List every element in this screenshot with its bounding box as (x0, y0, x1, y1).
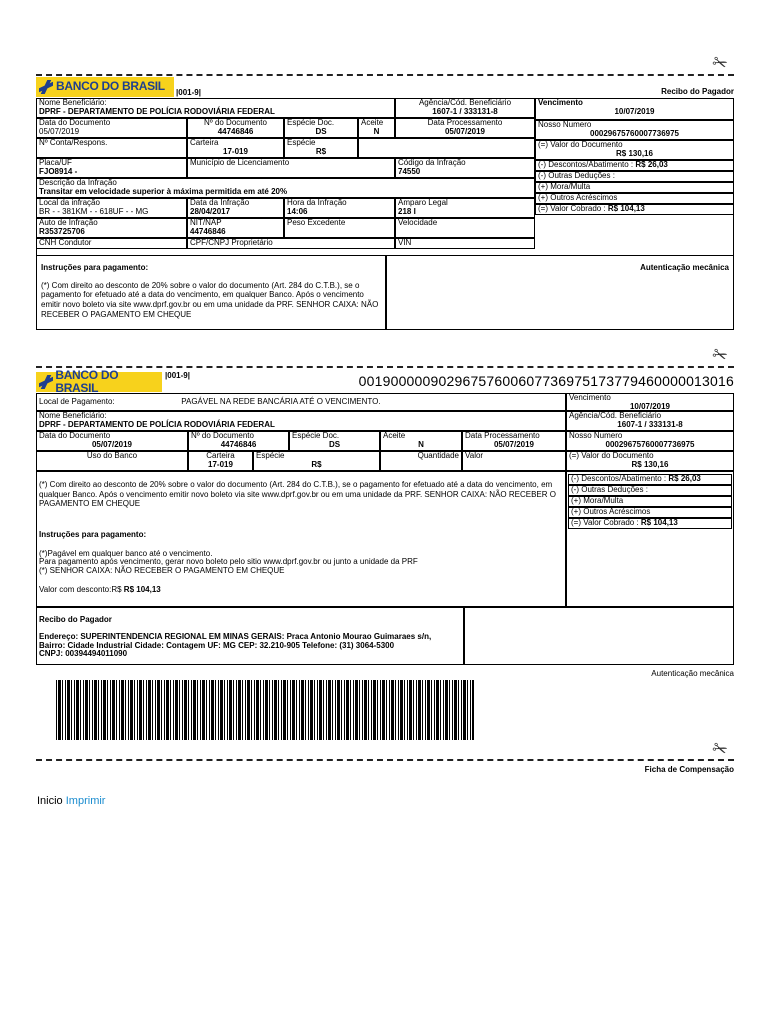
bank-logo-icon (39, 375, 52, 389)
slip-instructions-box: (*) Com direito ao desconto de 20% sobre o valor do documento (Art. 284 do C.T.B.), se o pagamento for efetuado até a data do vencimento, em qualquer Banco. Após o vencimento emitir novo boleto via site www.dprf.gov.br ou em uma unidade da PRF. SENHOR CAIXA: NÃO RECEBER O PAGAMENTO EM CHEQUE Instruções para pagamento: (*)Pagável em qualquer banco até o vencimento. Para pagamento após vencimento, gerar novo boleto pelo sitio www.dprf.gov.br ou junto a unidade da PRF (*) SENHOR CAIXA: NÃO RECEBER O PAGAMENTO EM CHEQUE Valor com desconto:R$ R$ 104,13 (36, 471, 566, 607)
slip-doc-date-cell: Data do Documento 05/07/2019 (36, 431, 188, 451)
bank-code: |001-9| (176, 88, 201, 97)
cut-line (36, 366, 734, 368)
slip-discount-cell: (-) Descontos/Abatimento : R$ 26,03 (568, 474, 732, 485)
cnh-cell: CNH Condutor (36, 238, 187, 249)
slip-processing-date-cell: Data Processamento 05/07/2019 (462, 431, 566, 451)
imprimir-link[interactable]: Imprimir (65, 795, 106, 807)
nit-cell: NIT/NAP 44746846 (187, 218, 284, 238)
slip-our-number-cell: Nosso Numero 00029675760007736975 (566, 431, 734, 451)
slip-beneficiary-cell: Nome Beneficiário: DPRF - DEPARTAMENTO DE POLÍCIA RODOVIÁRIA FEDERAL (36, 411, 566, 431)
doc-species-cell: Espécie Doc. DS (284, 118, 358, 138)
slip-charged-value-cell: (=) Valor Cobrado : R$ 104,13 (568, 518, 732, 529)
bank-logo-icon (39, 80, 53, 94)
bank-logo (36, 77, 174, 97)
infraction-date-cell: Data da Infração 28/04/2017 (187, 198, 284, 218)
quantity-cell: Quantidade (380, 451, 462, 471)
processing-date-cell: Data Processamento 05/07/2019 (395, 118, 535, 138)
cpf-cell: CPF/CNPJ Proprietário (187, 238, 395, 249)
doc-number-cell: Nº do Documento 44746846 (187, 118, 284, 138)
legal-basis-cell: Amparo Legal 218 I (395, 198, 535, 218)
municipality-cell: Município de Licenciamento (187, 158, 395, 178)
species-cell: Espécie R$ (284, 138, 358, 158)
slip-doc-number-cell: Nº do Documento 44746846 (188, 431, 289, 451)
slip-authentication: Autenticação mecânica (651, 669, 734, 678)
cut-line (36, 759, 734, 761)
slip-due-date-cell: Vencimento 10/07/2019 (566, 393, 734, 411)
payer-right-box (464, 607, 734, 665)
cut-line (36, 74, 734, 76)
vin-cell: VIN (395, 238, 535, 249)
authentication-box: Autenticação mecânica (386, 255, 734, 330)
other-additions-cell: (+) Outros Acréscimos (535, 193, 734, 204)
charged-value-cell: (=) Valor Cobrado : R$ 104,13 (535, 204, 734, 215)
footer-links (37, 795, 105, 807)
infraction-time-cell: Hora da Infração 14:06 (284, 198, 395, 218)
slip-doc-species-cell: Espécie Doc. DS (289, 431, 380, 451)
plate-cell: Placa/UF FJO8914 - (36, 158, 187, 178)
scissors-icon: ✂ (709, 51, 731, 76)
value-cell: Valor (462, 451, 566, 471)
slip-agency-cell: Agência/Cód. Beneficiário 1607-1 / 333131-8 (566, 411, 734, 431)
fine-cell: (+) Mora/Multa (535, 182, 734, 193)
agency-cell: Agência/Cód. Beneficiário 1607-1 / 333131-8 (395, 98, 535, 118)
digitable-line: 00190000090296757600607736975173779460000013016 (358, 373, 734, 389)
other-deductions-cell: (-) Outras Deduções : (535, 171, 734, 182)
slip-fine-cell: (+) Mora/Multa (568, 496, 732, 507)
auto-cell: Auto de Infração R353725706 (36, 218, 187, 238)
payment-place-cell: Local de Pagamento: PAGÁVEL NA REDE BANCÁRIA ATÉ O VENCIMENTO. (36, 393, 566, 411)
slip-species-cell: Espécie R$ (253, 451, 380, 471)
infraction-place-cell: Local da infração BR - - 381KM - - 618UF - - MG (36, 198, 187, 218)
slip-accept-cell: Aceite N (380, 431, 462, 451)
bank-code: |001-9| (165, 371, 190, 380)
instructions-box: Instruções para pagamento: (*) Com direito ao desconto de 20% sobre o valor do documento (Art. 284 do C.T.B.), se o pagamento for efetuado até a data do vencimento, em qualquer Banco. Após o vencimento emitir novo boleto via site www.dprf.gov.br ou em uma unidade da PRF. SENHOR CAIXA: NÃO RECEBER O PAGAMENTO EM CHEQUE (36, 255, 386, 330)
doc-date-cell: Data do Documento 05/07/2019 (36, 118, 187, 138)
inicio-link[interactable]: Inicio (37, 795, 63, 807)
bank-logo (36, 367, 162, 395)
beneficiary-cell: Nome Beneficiário: DPRF - DEPARTAMENTO DE POLÍCIA RODOVIÁRIA FEDERAL (36, 98, 395, 118)
bank-name: BANCO DO BRASIL (55, 367, 119, 395)
compensation-slip-label: Ficha de Compensação (644, 765, 734, 774)
speed-cell: Velocidade (395, 218, 535, 238)
slip-doc-value-cell: (=) Valor do Documento R$ 130,16 (566, 451, 734, 471)
receipt-title: Recibo do Pagador (661, 87, 734, 96)
scissors-icon: ✂ (709, 737, 731, 762)
bank-use-cell: Uso do Banco (36, 451, 188, 471)
description-cell: Descrição da Infração Transitar em velocidade superior à máxima permitida em até 20% (36, 178, 535, 198)
account-cell: Nº Conta/Respons. (36, 138, 187, 158)
due-date-cell: Vencimento 10/07/2019 (535, 98, 734, 120)
discount-cell: (-) Descontos/Abatimento : R$ 26,03 (535, 160, 734, 171)
slip-wallet-cell: Carteira 17-019 (188, 451, 253, 471)
accept-cell: Aceite N (358, 118, 395, 138)
doc-value-cell: (=) Valor do Documento R$ 130,16 (535, 140, 734, 160)
blank-cell (358, 138, 535, 158)
weight-cell: Peso Excedente (284, 218, 395, 238)
scissors-icon: ✂ (709, 343, 731, 368)
payer-box: Recibo do Pagador Endereço: SUPERINTENDENCIA REGIONAL EM MINAS GERAIS: Praca Antonio Mourao Guimaraes s/n, Bairro: Cidade Industrial Cidade: Contagem UF: MG CEP: 32.210-905 Telefone: (31) 3064-5300 CNPJ: 00394494011090 (36, 607, 464, 665)
our-number-cell: Nosso Numero 00029675760007736975 (535, 120, 734, 140)
bank-name: BANCO DO BRASIL (56, 79, 165, 94)
wallet-cell: Carteira 17-019 (187, 138, 284, 158)
slip-other-additions-cell: (+) Outros Acréscimos (568, 507, 732, 518)
slip-other-deductions-cell: (-) Outras Deduções : (568, 485, 732, 496)
barcode (56, 680, 474, 740)
infraction-code-cell: Código da Infração 74550 (395, 158, 535, 178)
